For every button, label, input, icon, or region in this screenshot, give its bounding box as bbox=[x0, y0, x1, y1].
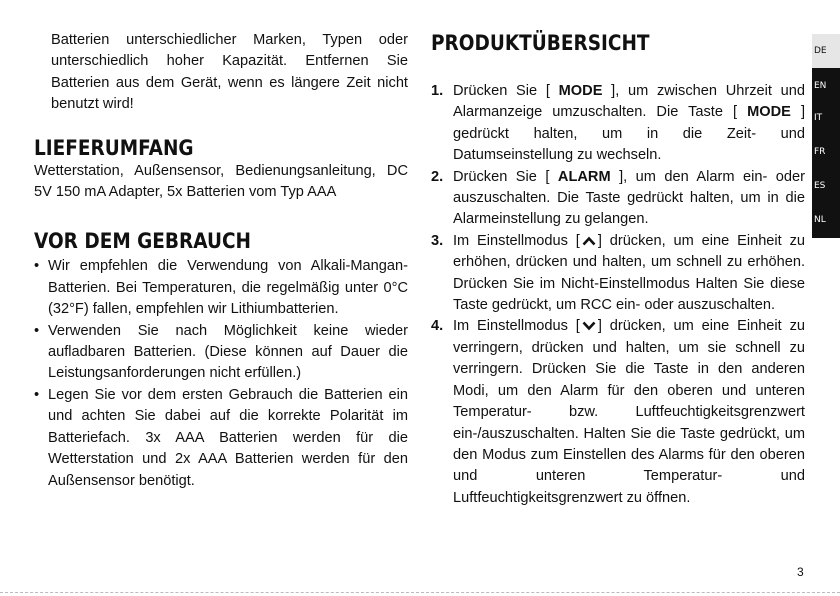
step-text: ] drücken, um eine Einheit zu verringern, drücken und halten, um sie schnell zu verringern. Drücken Sie die Taste in den anderen Modi, um den Alarm für den oberen und unteren Temperatur- bzw. Luftfeuchtigkeitsgrenzwert ein-/auszuschalten. Halten Sie die Taste gedrückt, um den Modus zum Einstellen des Alarms für den oberen und unteren Temperatur- und Luftfeuchtigkeitsgrenzwert zu öffnen. bbox=[453, 318, 805, 506]
step-item bbox=[431, 316, 805, 509]
language-tab-fr[interactable]: FR bbox=[814, 147, 826, 157]
step-number: 3. bbox=[431, 232, 444, 249]
list-item-text: Legen Sie vor dem ersten Gebrauch die Batterien ein und achten Sie dabei auf die korrekte Polarität im Batteriefach. 3x AAA Batterien werden für die Wetterstation und 2x AAA Batterien werden für den Außensensor benötigt. bbox=[48, 386, 408, 489]
list-item bbox=[34, 321, 408, 385]
step-text: Im Einstellmodus [ bbox=[453, 318, 580, 335]
step-number: 4. bbox=[431, 318, 444, 335]
step-text: Drücken Sie [ bbox=[453, 83, 559, 99]
chevron-down-icon bbox=[582, 321, 596, 331]
step-text: ] drücken, um eine Einheit zu erhöhen, drücken und halten, um schnell zu erhöhen. Drücken Sie im Nicht-Einstellmodus Halten Sie diese Taste gedrückt, um RCC ein- oder auszuschalten. bbox=[453, 232, 805, 314]
list-item-text: Verwenden Sie nach Möglichkeit keine wieder aufladbaren Batterien. (Diese können auf Dauer die Leistungsanforderungen nicht erfüllen.) bbox=[48, 322, 408, 382]
left-column bbox=[34, 30, 408, 492]
product-overview-heading: PRODUKTÜBERSICHT bbox=[431, 31, 650, 55]
language-tab-it[interactable]: IT bbox=[814, 113, 823, 123]
list-item bbox=[34, 256, 408, 320]
page-number: 3 bbox=[797, 565, 804, 579]
steps-list bbox=[431, 81, 805, 509]
language-tab-label: DE bbox=[814, 46, 827, 56]
bullet-icon: • bbox=[34, 386, 40, 403]
step-item bbox=[431, 231, 805, 317]
step-number: 1. bbox=[431, 83, 444, 99]
chevron-up-icon bbox=[582, 236, 596, 246]
step-text: ], um zwischen Uhrzeit und Alarmanzeige umzuschalten. Die Taste [ bbox=[453, 83, 805, 121]
language-tab-de[interactable] bbox=[812, 34, 840, 68]
step-text: ], um den Alarm ein- oder auszuschalten. Die Taste gedrückt halten, um in die Alarmeinstellung zu gelangen. bbox=[453, 168, 806, 228]
language-sidebar bbox=[812, 34, 840, 238]
bullet-icon: • bbox=[34, 322, 40, 339]
list-item-text: Wir empfehlen die Verwendung von Alkali-Mangan-Batterien. Bei Temperaturen, die regelmäßig unter 0°C (32°F) fallen, empfehlen wir Lithiumbatterien. bbox=[48, 258, 408, 318]
mode-key-label: MODE bbox=[747, 104, 791, 121]
language-tab-en[interactable]: EN bbox=[814, 81, 827, 91]
before-use-list bbox=[34, 256, 408, 491]
delivery-heading: LIEFERUMFANG bbox=[34, 135, 194, 160]
step-item bbox=[431, 167, 805, 231]
step-item bbox=[431, 81, 805, 167]
mode-key-label: MODE bbox=[558, 83, 603, 99]
delivery-text: Wetterstation, Außensensor, Bedienungsanleitung, DC 5V 150 mA Adapter, 5x Batterien vom Typ AAA bbox=[34, 162, 408, 201]
list-item bbox=[34, 385, 408, 492]
battery-note: Batterien unterschiedlicher Marken, Typen oder unterschiedlich hoher Kapazität. Entfernen Sie Batterien aus dem Gerät, wenn es längere Zeit nicht benutzt wird! bbox=[51, 32, 408, 113]
alarm-key-label: ALARM bbox=[557, 168, 611, 185]
right-column bbox=[431, 30, 805, 509]
footer-divider bbox=[0, 592, 840, 593]
before-use-heading: VOR DEM GEBRAUCH bbox=[34, 229, 252, 254]
step-text: ] gedrückt halten, um in die Zeit- und Datumseinstellung zu wechseln. bbox=[453, 104, 806, 164]
language-tab-es[interactable]: ES bbox=[814, 181, 826, 191]
step-number: 2. bbox=[431, 168, 444, 185]
step-text: Im Einstellmodus [ bbox=[453, 232, 580, 249]
step-text: Drücken Sie [ bbox=[453, 168, 558, 185]
language-tab-nl[interactable]: NL bbox=[814, 215, 826, 225]
bullet-icon: • bbox=[34, 258, 40, 275]
